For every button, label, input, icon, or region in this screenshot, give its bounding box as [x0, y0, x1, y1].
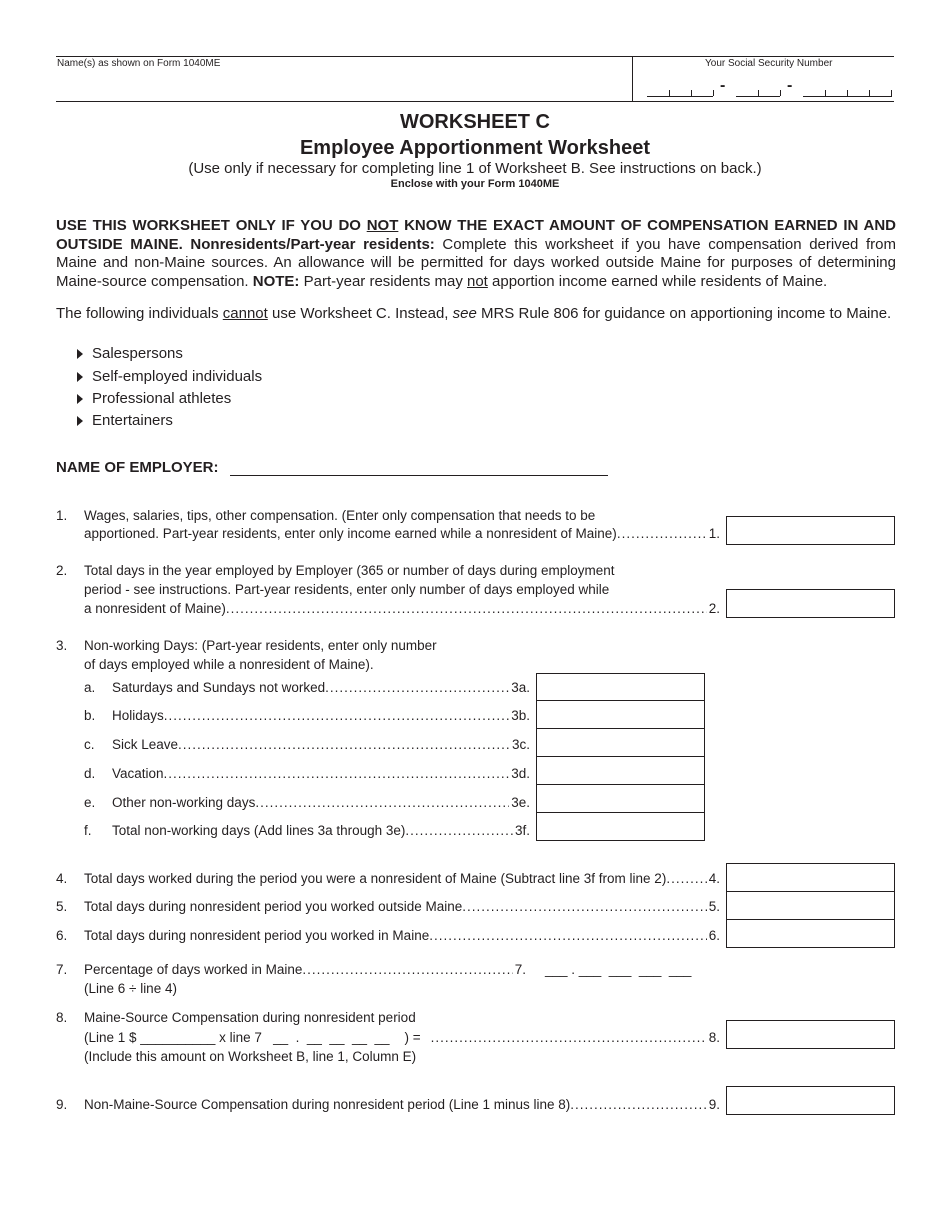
line-7-note: (Line 6 ÷ line 4) [84, 981, 177, 996]
ssn-area-segment[interactable] [647, 90, 713, 97]
list-item: Professional athletes [77, 390, 231, 407]
sub-letter: e. [84, 795, 96, 810]
ssn-tick [713, 90, 714, 96]
line-2-text: period - see instructions. Part-year residents, enter only number of days employed while [84, 582, 610, 597]
line-1-input[interactable] [726, 516, 895, 545]
line-3f-row: Total non-working days (Add lines 3a through 3e) ..... 3f. [112, 823, 530, 838]
line-3b-input[interactable] [536, 700, 705, 729]
line-8-note: (Include this amount on Worksheet B, line 1, Column E) [84, 1049, 417, 1064]
list-item: Salespersons [77, 345, 183, 362]
header-divider [632, 56, 633, 101]
line-3-text: of days employed while a nonresident of Maine). [84, 657, 374, 672]
worksheet-title: WORKSHEET C [400, 111, 550, 133]
line-7-row: Percentage of days worked in Maine ..... 7. [84, 962, 526, 977]
line-number: 7. [56, 962, 68, 977]
line-6-input[interactable] [726, 919, 895, 948]
line-3e-input[interactable] [536, 784, 705, 813]
ssn-tick [669, 90, 670, 96]
intro-paragraph: USE THIS WORKSHEET ONLY IF YOU DO NOT KNOW THE EXACT AMOUNT OF COMPENSATION EARNED IN AND OUTSIDE MAINE. Nonresidents/Part-year residents: Complete this worksheet if you have compensation derived from Maine and non-Maine sources. An allowance will be permitted for days worked outside Maine for purposes of determining Maine-source compensation. NOTE: Part-year residents may not apportion income earned while residents of Maine. [56, 217, 897, 290]
line-9-input[interactable] [726, 1086, 895, 1115]
line-number: 2. [56, 563, 68, 578]
line-number: 4. [56, 871, 68, 886]
line-6-row: Total days during nonresident period you worked in Maine ..... 6. [84, 928, 720, 943]
employer-label: NAME OF EMPLOYER: [56, 459, 219, 476]
ssn-tick [758, 90, 759, 96]
sub-letter: a. [84, 680, 96, 695]
line-9-row: Non-Maine-Source Compensation during nonresident period (Line 1 minus line 8) ..... 9. [84, 1097, 720, 1112]
ssn-separator: - [787, 77, 793, 94]
line-4-row: Total days worked during the period you were a nonresident of Maine (Subtract line 3f from line 2) ..... 4. [84, 871, 720, 886]
employer-input-line[interactable] [230, 475, 608, 476]
ssn-tick [825, 90, 826, 96]
line-number: 3. [56, 638, 68, 653]
line-3f-input[interactable] [536, 812, 705, 841]
list-item: Self-employed individuals [77, 368, 262, 385]
line-2-input[interactable] [726, 589, 895, 618]
ssn-label: Your Social Security Number [705, 58, 833, 69]
line-3c-row: Sick Leave ..... 3c. [112, 737, 530, 752]
ssn-tick [847, 90, 848, 96]
line-number: 8. [56, 1010, 68, 1025]
line-2-text: Total days in the year employed by Employer (365 or number of days during employment [84, 563, 615, 578]
line-5-row: Total days during nonresident period you worked outside Maine ..... 5. [84, 899, 720, 914]
name-label: Name(s) as shown on Form 1040ME [57, 58, 221, 69]
list-item: Entertainers [77, 412, 173, 429]
bullet-arrow-icon [77, 349, 83, 359]
ssn-tick [869, 90, 870, 96]
line-7-percentage-blank[interactable]: ___ . ___ ___ ___ ___ [545, 962, 692, 977]
line-3d-input[interactable] [536, 756, 705, 785]
line-3b-row: Holidays ..... 3b. [112, 708, 530, 723]
sub-letter: d. [84, 766, 96, 781]
line-number: 1. [56, 508, 68, 523]
line-1-text: Wages, salaries, tips, other compensation. (Enter only compensation that needs to be [84, 508, 596, 523]
line-3d-row: Vacation ..... 3d. [112, 766, 530, 781]
line-3a-row: Saturdays and Sundays not worked ..... 3a. [112, 680, 530, 695]
line-8-input[interactable] [726, 1020, 895, 1049]
bullet-arrow-icon [77, 394, 83, 404]
ssn-separator: - [720, 77, 726, 94]
line-3-text: Non-working Days: (Part-year residents, enter only number [84, 638, 437, 653]
name-field[interactable] [57, 72, 627, 98]
header-bottom-rule [56, 101, 894, 102]
line-4-input[interactable] [726, 863, 895, 892]
line-2-row: a nonresident of Maine) ..... 2. [84, 601, 720, 616]
bullet-arrow-icon [77, 372, 83, 382]
ssn-tick [780, 90, 781, 96]
line-number: 9. [56, 1097, 68, 1112]
line-3e-row: Other non-working days ..... 3e. [112, 795, 530, 810]
line-number: 6. [56, 928, 68, 943]
line-8-text: Maine-Source Compensation during nonresident period [84, 1010, 416, 1025]
line-3a-input[interactable] [536, 673, 705, 701]
sub-letter: f. [84, 823, 92, 838]
line-number: 5. [56, 899, 68, 914]
usage-note: (Use only if necessary for completing line 1 of Worksheet B. See instructions on back.) [188, 160, 762, 177]
worksheet-subtitle: Employee Apportionment Worksheet [299, 137, 651, 159]
bullet-arrow-icon [77, 416, 83, 426]
individuals-paragraph: The following individuals cannot use Worksheet C. Instead, see MRS Rule 806 for guidance on apportioning income to Maine. [56, 305, 892, 322]
enclose-note: Enclose with your Form 1040ME [390, 178, 560, 190]
sub-letter: b. [84, 708, 96, 723]
header-top-rule [56, 56, 894, 57]
line-5-input[interactable] [726, 891, 895, 920]
sub-letter: c. [84, 737, 95, 752]
line-1-row: apportioned. Part-year residents, enter only income earned while a nonresident of Maine) ..... 1. [84, 526, 720, 541]
ssn-tick [891, 90, 892, 96]
ssn-tick [691, 90, 692, 96]
line-8-row: (Line 1 $ __________ x line 7 __ . __ __ __ __ ) = ..... 8. [84, 1030, 720, 1045]
line-3c-input[interactable] [536, 728, 705, 757]
